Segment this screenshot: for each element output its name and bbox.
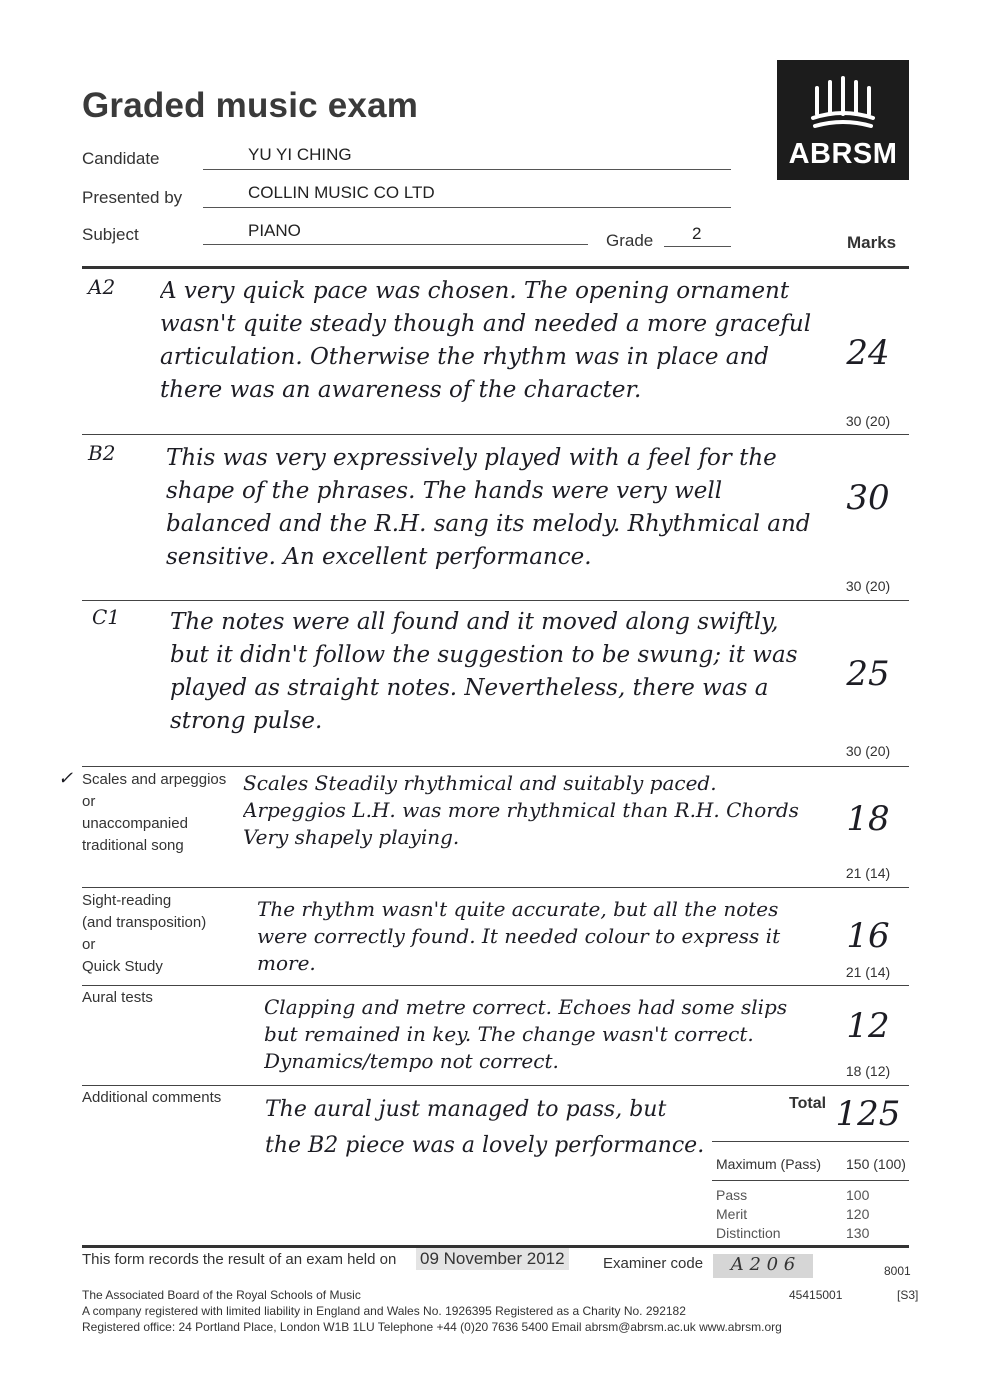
section-mark-sight-reading: 16 (846, 916, 890, 956)
label-line: Sight-reading (82, 892, 172, 909)
abrsm-logo (777, 60, 909, 180)
maximum-value: 150 (100) (846, 1156, 906, 1172)
presented-label: Presented by (82, 188, 183, 207)
maximum-divider (712, 1180, 909, 1181)
section-max-c1: 30 (20) (845, 743, 891, 759)
additional-comments-label: Additional comments (82, 1089, 222, 1106)
candidate-value: YU YI CHING (248, 145, 352, 164)
header-divider (82, 266, 909, 269)
subject-label: Subject (82, 225, 139, 244)
office-line: Registered office: 24 Portland Place, London W1B 1LU Telephone +44 (0)20 7636 5400 Email abrsm@abrsm.ac.uk www.abrsm.org (82, 1320, 782, 1334)
section-divider (82, 766, 909, 767)
maximum-label: Maximum (Pass) (716, 1156, 822, 1172)
section-label-sight-reading (82, 890, 206, 978)
section-max-aural: 18 (12) (845, 1063, 891, 1079)
pass-label: Pass (716, 1187, 748, 1203)
section-label-a2: A2 (88, 275, 116, 299)
distinction-label: Distinction (716, 1225, 781, 1241)
section-label-b2: B2 (88, 441, 116, 465)
section-divider (82, 887, 909, 888)
label-line: or (82, 936, 96, 953)
company-line: A company registered with limited liability in England and Wales No. 1926395 Registered as a Charity No. 292182 (82, 1304, 686, 1318)
label-line: traditional song (82, 837, 184, 854)
subject-value: PIANO (248, 221, 301, 240)
section-comment-sight-reading: The rhythm wasn't quite accurate, but all the notes were correctly found. It needed colour to express it more. (257, 897, 781, 975)
section-mark-a2: 24 (846, 333, 890, 373)
form-number: 45415001 (789, 1288, 843, 1302)
marks-header: Marks (847, 233, 897, 252)
total-mark: 125 (835, 1094, 901, 1134)
section-comment-aural: Clapping and metre correct. Echoes had some slips but remained in key. The change wasn't correct. Dynamics/tempo not correct. (264, 995, 788, 1073)
form-ref: [S3] (897, 1288, 919, 1302)
total-label: Total (789, 1095, 827, 1112)
label-line: unaccompanied (82, 815, 188, 832)
section-max-b2: 30 (20) (845, 578, 891, 594)
label-line: Scales and arpeggios (82, 771, 227, 788)
presented-line (203, 207, 731, 208)
merit-value: 120 (846, 1206, 870, 1222)
section-label-scales (82, 769, 226, 857)
candidate-line (203, 169, 731, 170)
section-mark-b2: 30 (846, 478, 890, 518)
section-divider (82, 985, 909, 986)
section-divider (82, 1085, 909, 1086)
section-mark-aural: 12 (846, 1006, 890, 1046)
record-text: This form records the result of an exam held on (82, 1251, 397, 1268)
section-mark-c1: 25 (846, 654, 890, 694)
presented-value: COLLIN MUSIC CO LTD (248, 183, 435, 202)
section-max-a2: 30 (20) (845, 413, 891, 429)
label-line: Quick Study (82, 958, 163, 975)
section-comment-c1: The notes were all found and it moved along swiftly, but it didn't follow the suggestion to be swung; it was played as straight notes. Nevertheless, there was a strong pulse. (170, 609, 798, 734)
grade-line (664, 246, 731, 247)
total-divider (712, 1141, 909, 1142)
label-line: (and transposition) (82, 914, 207, 931)
grade-label: Grade (606, 231, 654, 250)
section-divider (82, 600, 909, 601)
grade-value: 2 (692, 224, 702, 243)
subject-line (203, 244, 588, 245)
merit-label: Merit (716, 1206, 748, 1222)
crown-icon (777, 68, 909, 138)
form-title: Graded music exam (82, 86, 419, 125)
tick-mark: ✓ (58, 768, 74, 789)
section-max-sight-reading: 21 (14) (845, 964, 891, 980)
distinction-value: 130 (846, 1225, 870, 1241)
logo-text: ABRSM (788, 138, 898, 170)
pass-value: 100 (846, 1187, 870, 1203)
section-divider (82, 434, 909, 435)
candidate-label: Candidate (82, 149, 160, 168)
section-comment-a2: A very quick pace was chosen. The opening ornament wasn't quite steady though and needed a more graceful articulation. Otherwise the rhythm was in place and there was an awareness of the character. (160, 278, 812, 403)
section-max-scales: 21 (14) (845, 865, 891, 881)
section-comment-scales: Scales Steadily rhythmical and suitably paced. Arpeggios L.H. was more rhythmical than R.H. Chords Very shapely playing. (243, 771, 799, 849)
examiner-code-label: Examiner code (603, 1255, 704, 1272)
section-comment-b2: This was very expressively played with a feel for the shape of the phrases. The hands were very well balanced and the R.H. sang its melody. Rhythmical and sensitive. An excellent performance. (166, 445, 811, 570)
section-label-aural: Aural tests (82, 989, 153, 1006)
grade-boundaries-labels (716, 1186, 781, 1243)
examiner-code-value: A 2 0 6 (713, 1254, 813, 1278)
label-line: or (82, 793, 96, 810)
org-name: The Associated Board of the Royal Schools of Music (82, 1288, 361, 1302)
exam-date: 09 November 2012 (416, 1248, 569, 1270)
section-label-c1: C1 (92, 605, 121, 629)
section-mark-scales: 18 (846, 799, 890, 839)
additional-comments-text: The aural just managed to pass, but the B2 piece was a lovely performance. (265, 1097, 705, 1158)
grade-boundaries-values (846, 1186, 869, 1243)
form-code: 8001 (884, 1264, 911, 1278)
